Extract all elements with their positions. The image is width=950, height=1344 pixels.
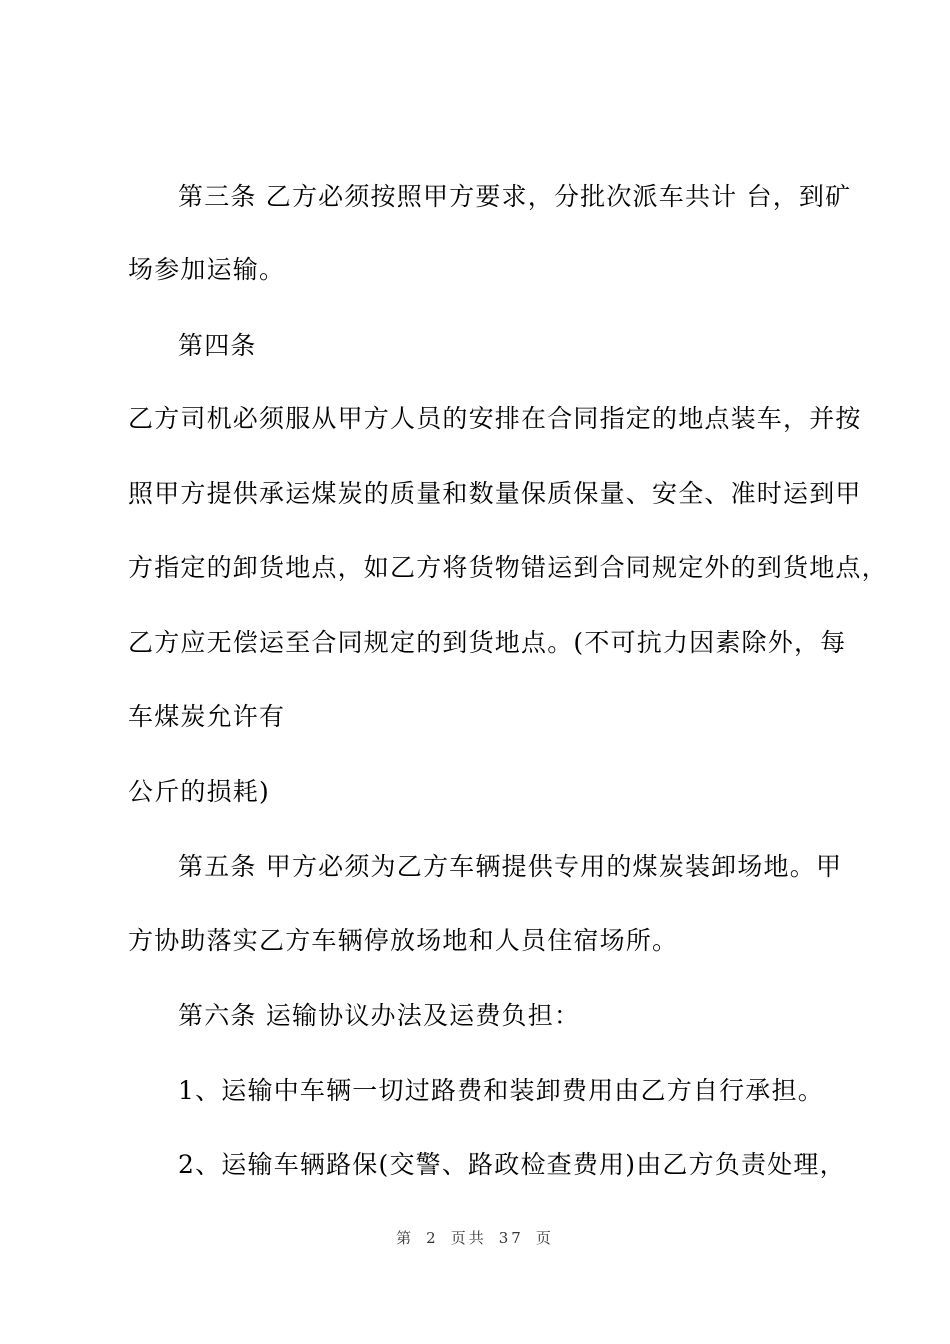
footer-suffix: 页 xyxy=(535,1229,554,1247)
footer-total-pages: 37 xyxy=(498,1229,524,1247)
footer-page-number: 2 xyxy=(426,1229,439,1247)
footer-prefix: 第 xyxy=(396,1229,415,1247)
article-6-heading: 第六条 运输协议办法及运费负担： xyxy=(178,1001,581,1030)
article-4-line-4: 乙方应无偿运至合同规定的到货地点。(不可抗力因素除外，每 xyxy=(128,628,847,657)
article-4-line-2: 照甲方提供承运煤炭的质量和数量保质保量、安全、准时运到甲 xyxy=(128,479,862,508)
article-3-line-2: 场参加运输。 xyxy=(128,255,286,284)
article-5-line-1: 第五条 甲方必须为乙方车辆提供专用的煤炭装卸场地。甲 xyxy=(178,852,843,881)
article-4-heading: 第四条 xyxy=(178,331,257,360)
article-4-line-3: 方指定的卸货地点，如乙方将货物错运到合同规定外的到货地点， xyxy=(128,553,888,582)
article-6-item-2: 2、运输车辆路保(交警、路政检查费用)由乙方负责处理， xyxy=(178,1150,846,1179)
article-6-item-1: 1、运输中车辆一切过路费和装卸费用由乙方自行承担。 xyxy=(178,1076,824,1105)
article-4-line-5: 车煤炭允许有 xyxy=(128,702,286,731)
article-4-line-1: 乙方司机必须服从甲方人员的安排在合同指定的地点装车，并按 xyxy=(128,404,862,433)
article-4-line-6: 公斤的损耗) xyxy=(128,777,270,806)
page-footer xyxy=(0,1228,950,1248)
footer-middle: 页共 xyxy=(450,1229,487,1247)
article-3-line-1: 第三条 乙方必须按照甲方要求，分批次派车共计 台，到矿 xyxy=(178,182,852,211)
article-5-line-2: 方协助落实乙方车辆停放场地和人员住宿场所。 xyxy=(128,926,679,955)
